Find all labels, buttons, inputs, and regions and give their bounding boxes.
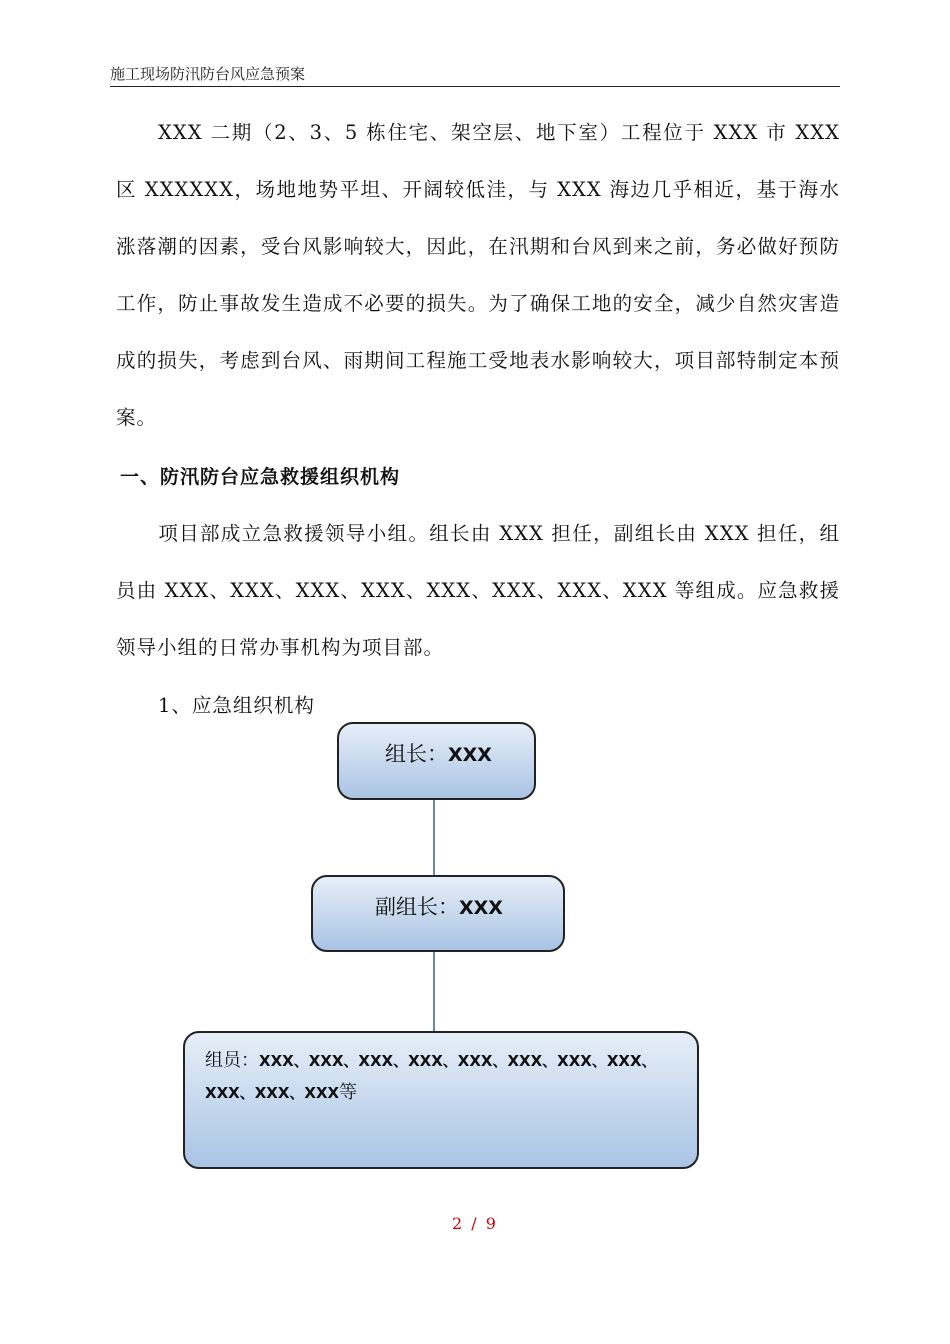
page-number: 2 / 9: [452, 1214, 498, 1233]
leader-label: 组长：: [385, 742, 448, 766]
connector-line: [433, 952, 435, 1031]
sub-heading: 1、应急组织机构: [158, 694, 315, 717]
deputy-label: 副组长：: [375, 895, 459, 919]
members-label: 组员：: [205, 1050, 259, 1071]
header-title: 施工现场防汛防台风应急预案: [110, 65, 306, 83]
section-heading: 一、防汛防台应急救援组织机构: [120, 466, 401, 488]
deputy-name: XXX: [459, 897, 503, 919]
intro-text: XXX 二期（2、3、5 栋住宅、架空层、地下室）工程位于 XXX 市 XXX 区 XXXXXX，场地地势平坦、开阔较低洼，与 XXX 海边几乎相近，基于海水涨落潮的因素，受台风影响较大，因此，在汛期和台风到来之前，务必做好预防工作，防止事故发生造成不必要的损失。为了确保工地的安全，减少自然灾害造成的损失，考虑到台风、雨期间工程施工受地表水影响较大，项目部特制定本预案。: [116, 121, 840, 429]
org-deputy-box: [311, 875, 565, 952]
intro-paragraph: [116, 104, 840, 446]
section-paragraph: [116, 505, 840, 676]
leader-name: XXX: [448, 744, 492, 766]
page-header: [110, 64, 840, 87]
members-names: XXX、XXX、XXX、XXX、XXX、XXX、XXX、XXX、XXX、XXX、XXX: [205, 1052, 657, 1102]
section-paragraph-text: 项目部成立急救援领导小组。组长由 XXX 担任，副组长由 XXX 担任，组员由 XXX、XXX、XXX、XXX、XXX、XXX、XXX、XXX 等组成。应急救援领导小组的日常办事机构为项目部。: [116, 522, 840, 659]
org-leader-box: [337, 722, 536, 800]
org-members-box: [183, 1031, 699, 1169]
members-suffix: 等: [339, 1082, 358, 1103]
connector-line: [433, 800, 435, 875]
